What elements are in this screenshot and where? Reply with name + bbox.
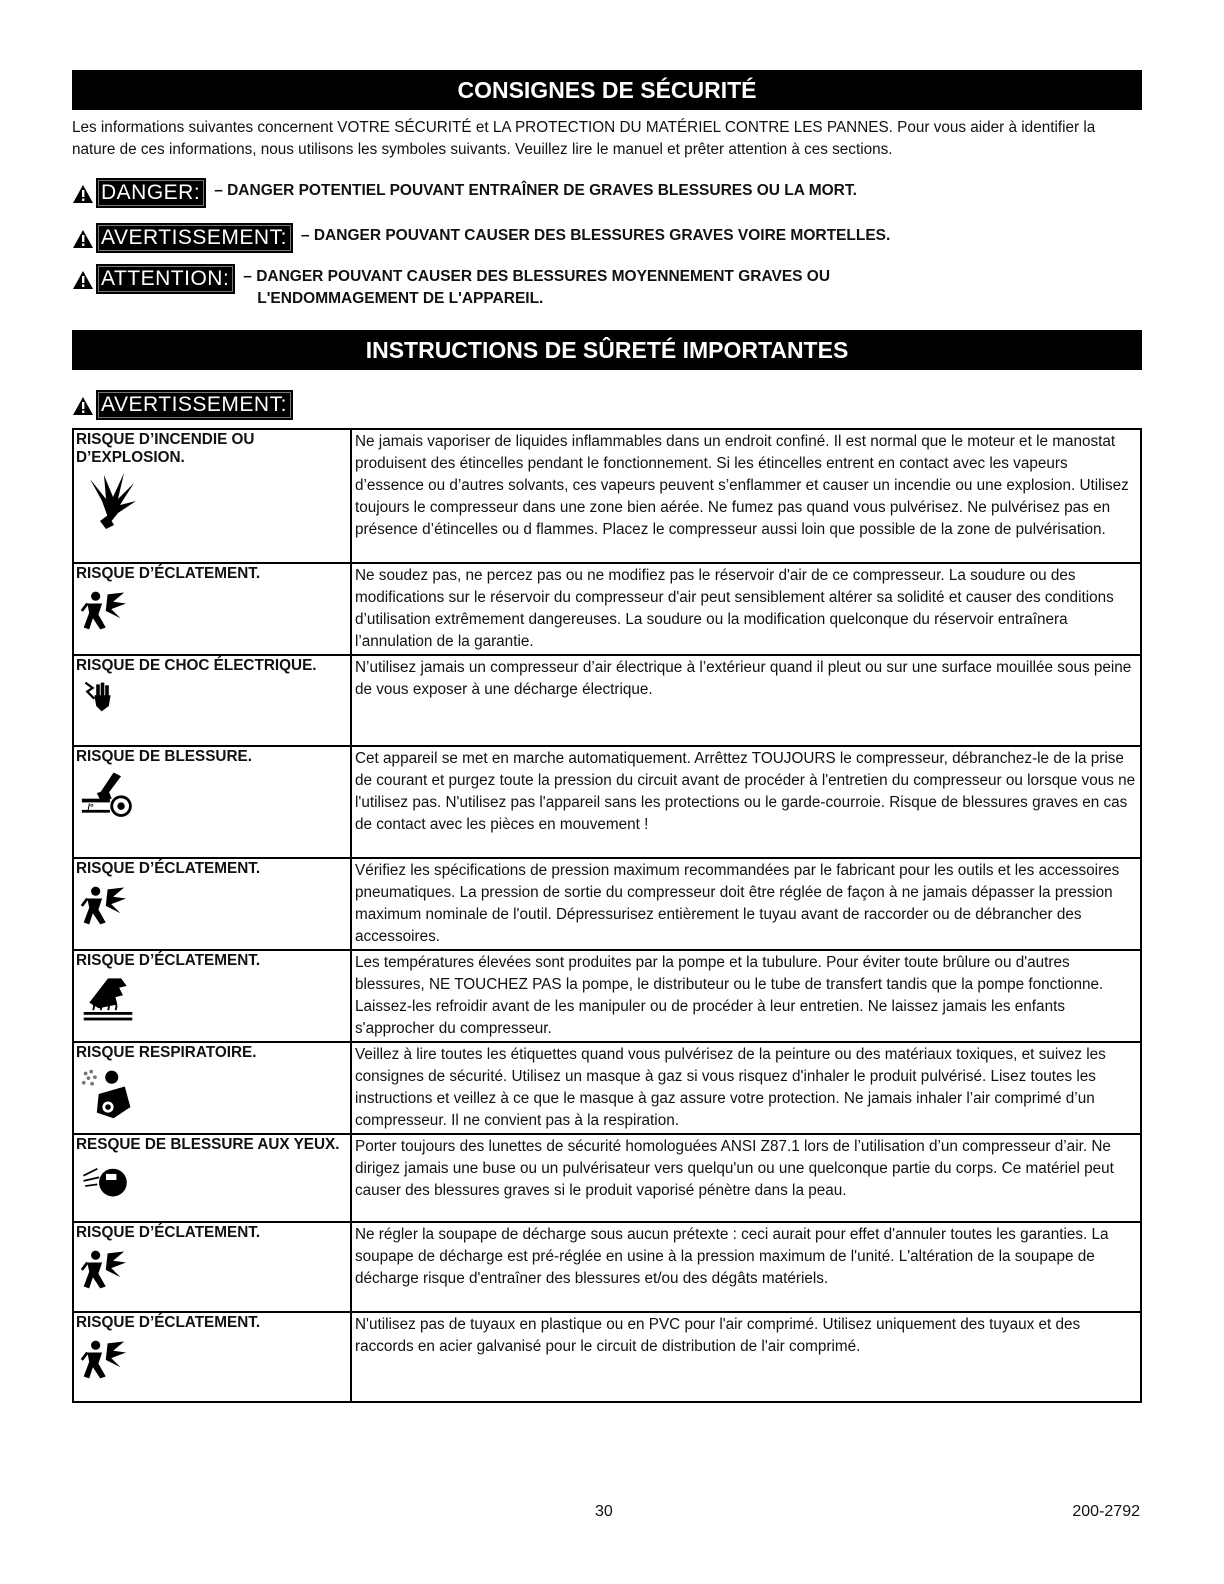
hazard-name: RISQUE RESPIRATOIRE. bbox=[76, 1044, 257, 1061]
section-warning-badge: AVERTISSEMENT: bbox=[96, 390, 293, 420]
warning-triangle-icon bbox=[72, 396, 94, 416]
electric-shock-icon bbox=[80, 679, 116, 715]
hazard-label-cell bbox=[73, 950, 351, 1042]
document-code: 200-2792 bbox=[1072, 1503, 1140, 1520]
hazard-row bbox=[73, 950, 1141, 1042]
hazard-row bbox=[73, 1222, 1141, 1312]
attention-line-2: L'ENDOMMAGEMENT DE L'APPAREIL. bbox=[257, 290, 544, 307]
avertissement-description: – DANGER POUVANT CAUSER DES BLESSURES GRAVES VOIRE MORTELLES. bbox=[300, 227, 891, 244]
belt-injury-icon bbox=[80, 770, 136, 818]
hot-surface-icon bbox=[80, 974, 136, 1022]
warning-triangle-icon bbox=[72, 229, 94, 249]
explosion-icon bbox=[80, 471, 140, 531]
hazards-table bbox=[72, 428, 1142, 1403]
hazard-text: Veillez à lire toutes les étiquettes quand vous pulvérisez de la peinture ou des matériaux toxiques, et suivez les consignes de sécurité. Utilisez un masque à gaz si vous risquez d'inhaler le produit pulvérisé. Lisez toutes les instructions et veillez à ce que le masque à gaz assure votre protection. Ne jamais inhaler l’air comprimé d’un compresseur. Il ne convient pas à la respiration. bbox=[351, 1042, 1141, 1134]
hazard-row bbox=[73, 1134, 1141, 1222]
hazard-label-cell bbox=[73, 746, 351, 858]
hazard-name: RISQUE D’INCENDIE OU D’EXPLOSION. bbox=[76, 431, 255, 466]
section-header-instructions: INSTRUCTIONS DE SÛRETÉ IMPORTANTES bbox=[72, 330, 1142, 370]
signal-attention bbox=[72, 264, 830, 310]
section-warning bbox=[72, 390, 301, 420]
hazard-row bbox=[73, 563, 1141, 655]
hazard-label-cell bbox=[73, 1042, 351, 1134]
page-number: 30 bbox=[595, 1503, 613, 1520]
hazard-row bbox=[73, 1042, 1141, 1134]
hazard-label-cell bbox=[73, 1312, 351, 1402]
burst-icon bbox=[80, 1336, 126, 1382]
hazard-name: RISQUE D’ÉCLATEMENT. bbox=[76, 860, 261, 877]
hazard-label-cell bbox=[73, 1222, 351, 1312]
hazard-name: RISQUE D’ÉCLATEMENT. bbox=[76, 565, 261, 582]
signal-danger bbox=[72, 178, 857, 208]
hazard-text: Ne soudez pas, ne percez pas ou ne modifiez pas le réservoir d'air de ce compresseur. La soudure ou des modifications sur le réservoir du compresseur d'air peut sensiblement altérer sa solidité et causer des conditions d’utilisation extrêmement dangereuses. La soudure ou la modification quelconque du réservoir entraînera l’annulation de la garantie. bbox=[351, 563, 1141, 655]
signal-avertissement bbox=[72, 223, 890, 253]
danger-badge: DANGER: bbox=[96, 178, 206, 208]
danger-description: – DANGER POTENTIEL POUVANT ENTRAÎNER DE GRAVES BLESSURES OU LA MORT. bbox=[214, 182, 857, 199]
hazard-row bbox=[73, 858, 1141, 950]
hazard-label-cell bbox=[73, 655, 351, 746]
hazard-row bbox=[73, 746, 1141, 858]
hazard-text: N'utilisez pas de tuyaux en plastique ou en PVC pour l'air comprimé. Utilisez uniquement des tuyaux et des raccords en acier galvanisé pour le circuit de distribution de l'air comprimé. bbox=[351, 1312, 1141, 1402]
burst-icon bbox=[80, 882, 126, 928]
attention-badge: ATTENTION: bbox=[96, 264, 235, 294]
hazard-text: Porter toujours des lunettes de sécurité homologuées ANSI Z87.1 lors de l’utilisation d’un compresseur d’air. Ne dirigez jamais une buse ou un pulvérisateur vers quelqu'un ou une quelconque partie du corps. Ce matériel peut causer des blessures graves si le produit vaporisé pénètre dans la peau. bbox=[351, 1134, 1141, 1222]
hazard-row bbox=[73, 655, 1141, 746]
attention-line-1: – DANGER POUVANT CAUSER DES BLESSURES MOYENNEMENT GRAVES OU bbox=[243, 268, 831, 285]
attention-description bbox=[243, 266, 830, 310]
intro-paragraph: Les informations suivantes concernent VOTRE SÉCURITÉ et LA PROTECTION DU MATÉRIEL CONTRE LES PANNES. Pour vous aider à identifier la nature de ces informations, nous utilisons les symboles suivants. Veuillez lire le manuel et prêter attention à ces sections. bbox=[72, 119, 1096, 158]
respirator-icon bbox=[80, 1066, 136, 1122]
hazard-row bbox=[73, 1312, 1141, 1402]
hazard-label-cell bbox=[73, 858, 351, 950]
hazard-label-cell bbox=[73, 429, 351, 563]
warning-triangle-icon bbox=[72, 184, 94, 204]
hazard-name: RISQUE DE BLESSURE. bbox=[76, 748, 252, 765]
section-header-safety: CONSIGNES DE SÉCURITÉ bbox=[72, 70, 1142, 110]
hazard-name: RISQUE DE CHOC ÉLECTRIQUE. bbox=[76, 657, 317, 674]
burst-icon bbox=[80, 587, 126, 633]
hazard-text: Ne jamais vaporiser de liquides inflammables dans un endroit confiné. Il est normal que le moteur et le manostat produisent des étincelles pendant le fonctionnement. Si les étincelles entrent en contact avec les vapeurs d’essence ou d’autres solvants, ces vapeurs peuvent s’enflammer et causer un incendie ou une explosion. Utilisez toujours le compresseur dans une zone bien aérée. Ne fumez pas quand vous pulvérisez. Ne pulvérisez pas en présence d’étincelles ou d flammes. Placez le compresseur aussi loin que possible de la zone de pulvérisation. bbox=[351, 429, 1141, 563]
hazard-row bbox=[73, 429, 1141, 563]
avertissement-badge: AVERTISSEMENT: bbox=[96, 223, 293, 253]
hazard-label-cell bbox=[73, 1134, 351, 1222]
hazard-text: Cet appareil se met en marche automatiquement. Arrêttez TOUJOURS le compresseur, débranchez-le de la prise de courant et purgez toute la pression du circuit avant de procéder à l'entretien du compresseur ou lorsque vous ne l'utilisez pas. N'utilisez pas l'appareil sans les protections ou le garde-courroie. Risque de blessures graves en cas de contact avec les pièces en mouvement ! bbox=[351, 746, 1141, 858]
eye-injury-icon bbox=[80, 1158, 132, 1202]
warning-triangle-icon bbox=[72, 270, 94, 290]
hazard-name: RISQUE D’ÉCLATEMENT. bbox=[76, 952, 261, 969]
hazard-name: RISQUE D’ÉCLATEMENT. bbox=[76, 1224, 261, 1241]
hazard-text: Ne régler la soupape de décharge sous aucun prétexte : ceci aurait pour effet d'annuler toutes les garanties. La soupape de décharge est pré-réglée en usine à la pression maximum de l'unité. L'altération de la soupape de décharge risque d'entraîner des blessures et/ou des dégâts matériels. bbox=[351, 1222, 1141, 1312]
hazard-name: RESQUE DE BLESSURE AUX YEUX. bbox=[76, 1136, 340, 1153]
hazard-name: RISQUE D’ÉCLATEMENT. bbox=[76, 1314, 261, 1331]
burst-icon bbox=[80, 1246, 126, 1292]
hazard-text: N’utilisez jamais un compresseur d’air électrique à l’extérieur quand il pleut ou sur une surface mouillée sous peine de vous exposer à une décharge électrique. bbox=[351, 655, 1141, 746]
hazard-text: Vérifiez les spécifications de pression maximum recommandées par le fabricant pour les outils et les accessoires pneumatiques. La pression de sortie du compresseur doit être réglée de façon à ne jamais dépasser la pression maximum nominale de l'outil. Dépressurisez entièrement le tuyau avant de raccorder ou de débrancher des accessoires. bbox=[351, 858, 1141, 950]
hazard-label-cell bbox=[73, 563, 351, 655]
hazard-text: Les températures élevées sont produites par la pompe et la tubulure. Pour éviter toute brûlure ou d'autres blessures, NE TOUCHEZ PAS la pompe, le distributeur ou le tube de transfert tandis que la pompe fonctionne. Laissez-les refroidir avant de les manipuler ou de procéder à leur entretien. Ne laissez jamais les enfants s'approcher du compresseur. bbox=[351, 950, 1141, 1042]
